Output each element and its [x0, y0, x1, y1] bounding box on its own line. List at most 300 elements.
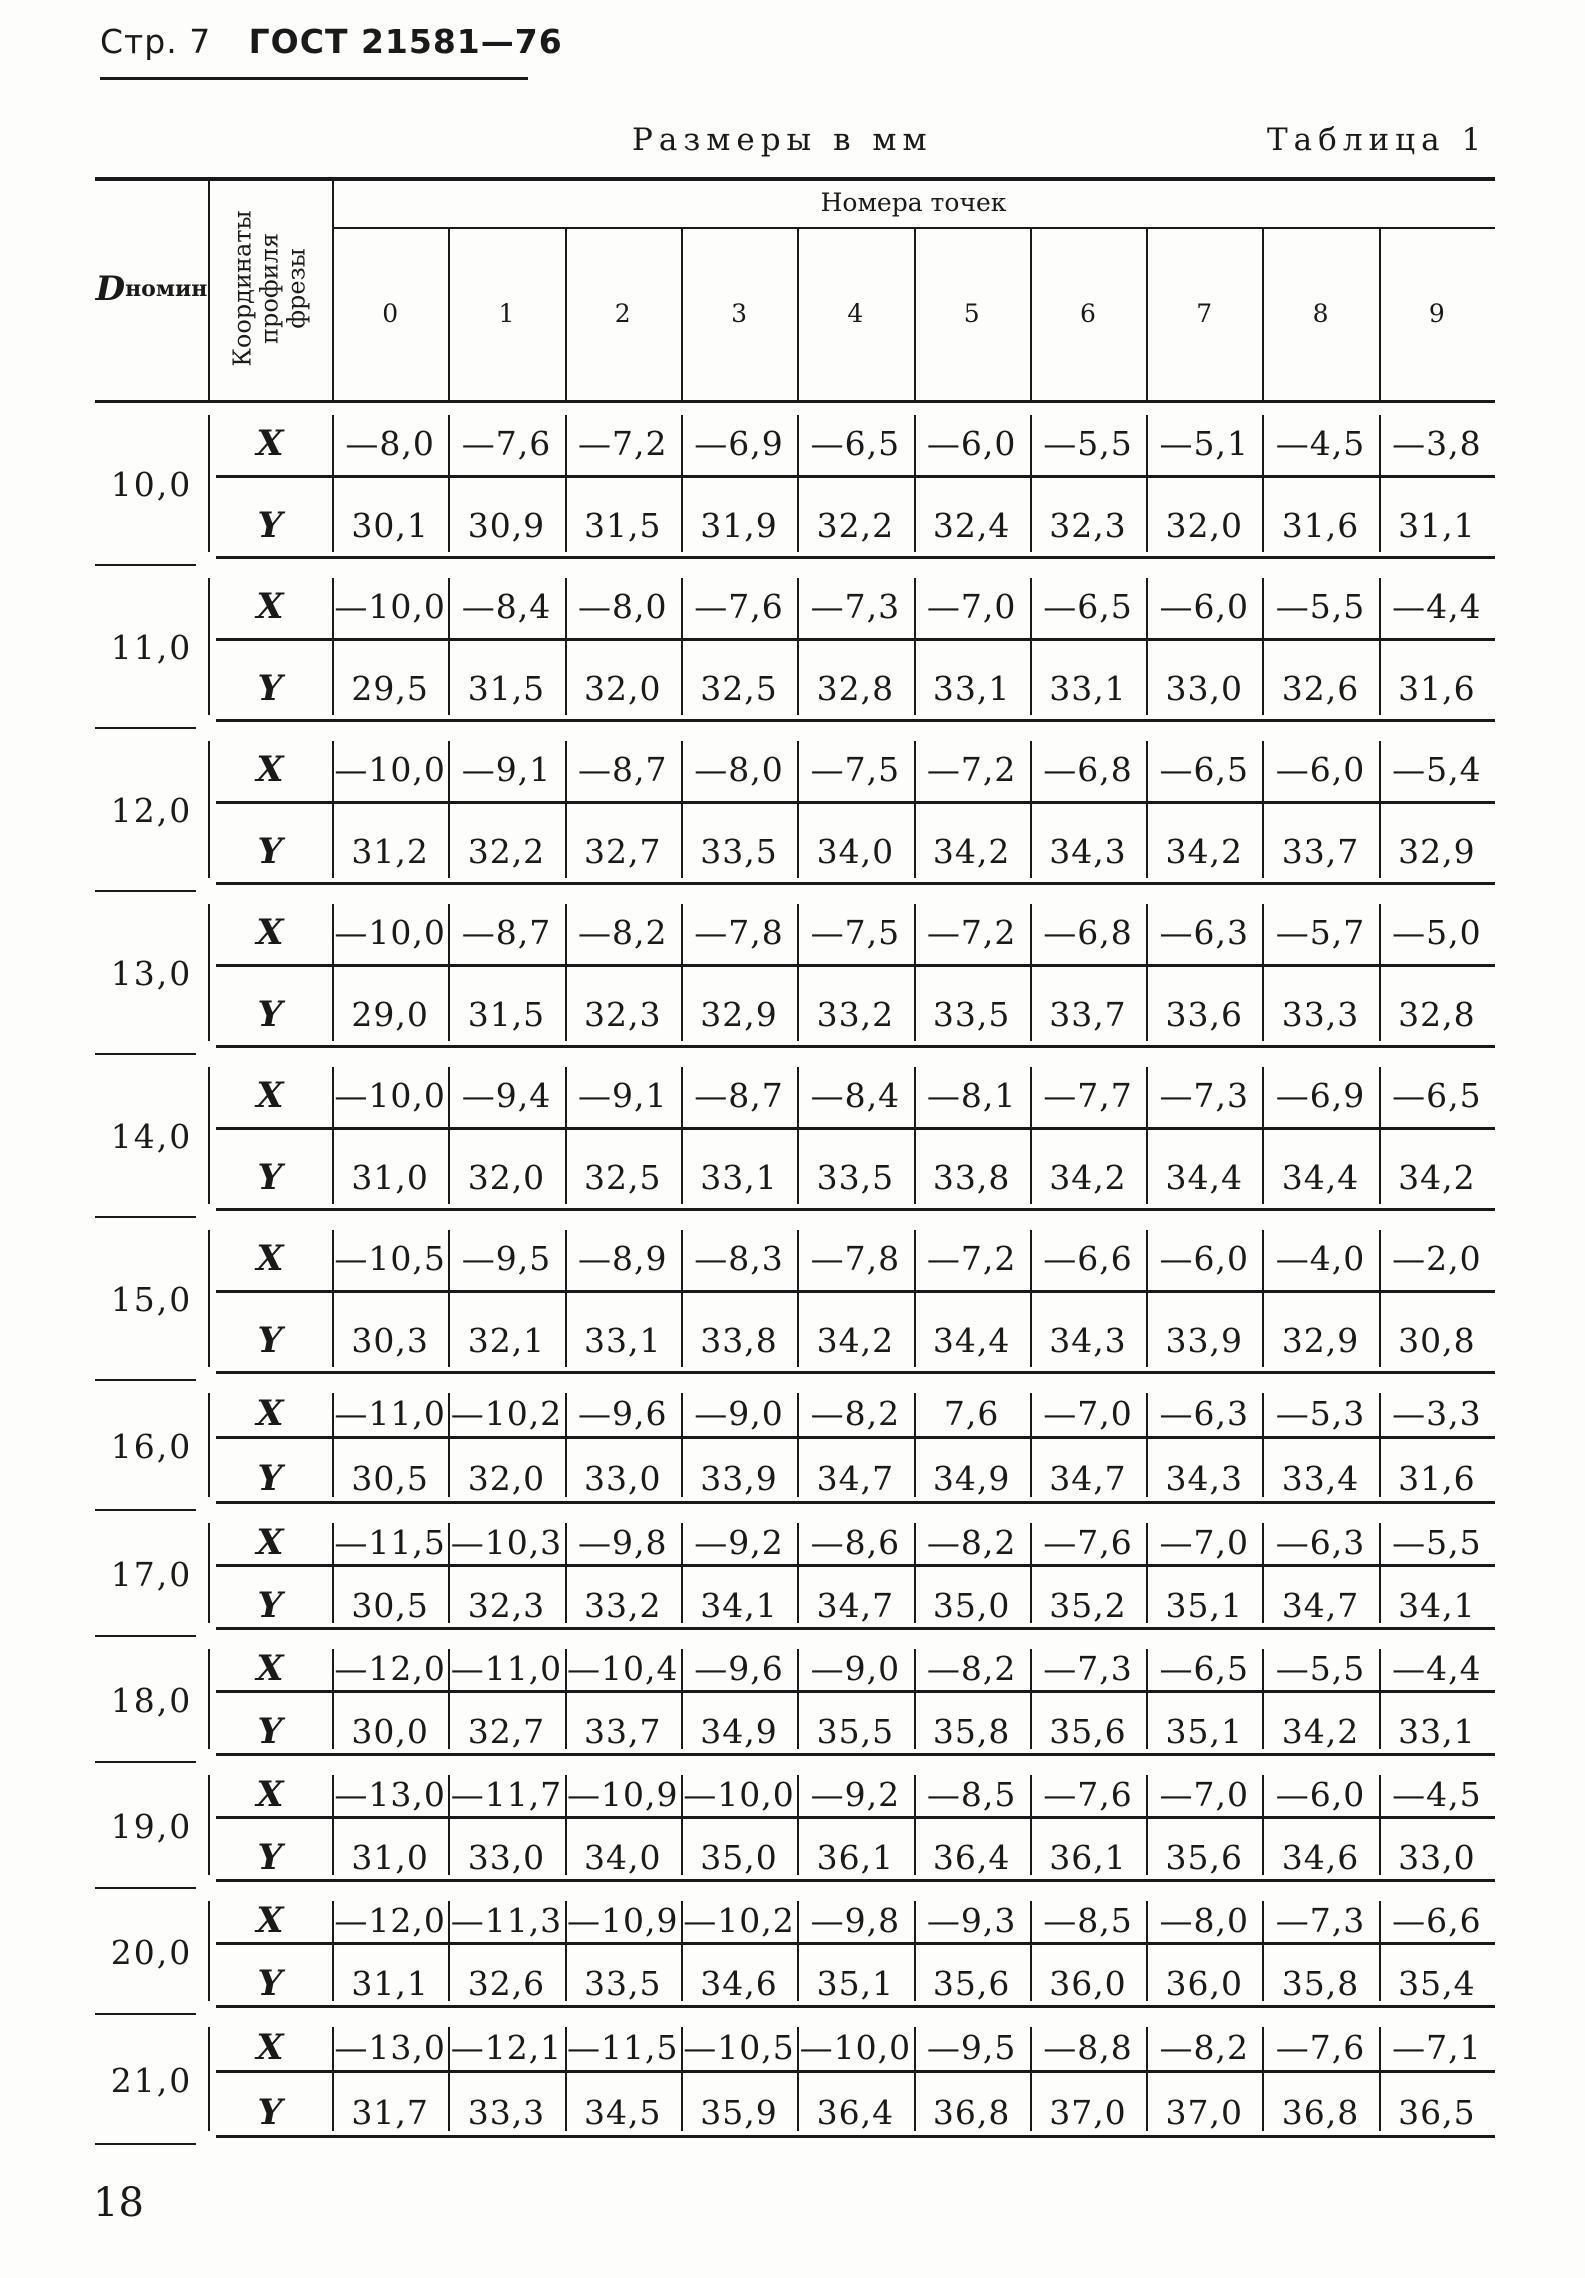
- table-cell: —10,3: [450, 1523, 563, 1562]
- table-cell: —7,0: [1159, 1523, 1249, 1562]
- column-divider: [797, 415, 799, 552]
- table-cell: —9,3: [926, 1901, 1017, 1940]
- column-divider: [1146, 1067, 1148, 1204]
- table-cell: 33,1: [1049, 668, 1127, 708]
- table-cell: 36,4: [932, 1838, 1011, 1877]
- table-cell: 35,9: [700, 2093, 778, 2132]
- table-cell: —8,2: [578, 913, 668, 953]
- column-divider: [1379, 1523, 1381, 1623]
- column-divider: [1146, 741, 1148, 878]
- table-cell: —8,7: [461, 913, 552, 953]
- point-number-header: 2: [614, 299, 631, 328]
- table-cell: —8,7: [694, 1076, 784, 1116]
- table-cell: 32,2: [816, 505, 895, 545]
- table-cell: —7,5: [810, 750, 901, 790]
- table-cell: —4,0: [1275, 1239, 1366, 1279]
- column-divider: [1379, 415, 1381, 552]
- column-divider: [332, 1901, 334, 2001]
- table-cell: 34,9: [700, 1712, 778, 1751]
- table-cell: —12,0: [334, 1901, 446, 1940]
- table-cell: —6,3: [1275, 1523, 1366, 1562]
- column-divider: [681, 1393, 683, 1497]
- table-cell: —8,2: [926, 1523, 1017, 1562]
- table-cell: —10,2: [683, 1901, 795, 1940]
- table-cell: —7,8: [810, 1239, 901, 1279]
- coord-label-y: Y: [257, 1711, 283, 1752]
- point-number-header: 4: [847, 299, 864, 328]
- table-cell: 35,1: [1165, 1712, 1243, 1751]
- column-divider: [797, 1649, 799, 1749]
- row-rule: [216, 719, 1495, 722]
- table-cell: —7,2: [926, 913, 1017, 953]
- column-divider: [448, 1775, 450, 1875]
- column-divider: [448, 578, 450, 715]
- table-cell: —8,2: [926, 1649, 1017, 1688]
- table-cell: 32,0: [467, 1157, 546, 1197]
- table-cell: 31,6: [1281, 505, 1360, 545]
- column-divider: [1262, 741, 1264, 878]
- table-cell: —9,2: [694, 1523, 784, 1562]
- table-cell: —6,5: [1043, 587, 1133, 627]
- table-cell: 32,9: [1398, 831, 1476, 871]
- table-cell: —10,9: [567, 1901, 679, 1940]
- table-cell: —9,0: [694, 1394, 784, 1433]
- table-cell: 33,8: [932, 1157, 1011, 1197]
- column-divider: [332, 177, 334, 400]
- table-cell: —7,6: [1043, 1523, 1133, 1562]
- table-cell: —3,3: [1392, 1394, 1482, 1433]
- table-cell: 35,6: [1049, 1712, 1127, 1751]
- column-divider: [1146, 578, 1148, 715]
- column-divider: [565, 1775, 567, 1875]
- table-cell: 35,1: [816, 1964, 895, 2003]
- coord-label-y: Y: [257, 993, 283, 1035]
- table-cell: —7,5: [810, 913, 901, 953]
- table-cell: 35,8: [1281, 1964, 1360, 2003]
- row-rule: [216, 1564, 1495, 1567]
- column-divider: [208, 1775, 210, 1875]
- column-divider: [1030, 415, 1032, 552]
- table-cell: 34,4: [1281, 1157, 1360, 1197]
- column-divider: [448, 1901, 450, 2001]
- coord-label-x: X: [256, 1075, 284, 1117]
- table-cell: —10,0: [334, 913, 446, 953]
- column-divider: [797, 227, 799, 400]
- table-cell: 7,6: [943, 1394, 1000, 1433]
- column-divider: [1146, 1901, 1148, 2001]
- table-cell: —6,0: [1159, 1239, 1249, 1279]
- column-divider: [681, 227, 683, 400]
- table-cell: 34,5: [584, 2093, 662, 2132]
- table-cell: 34,4: [932, 1320, 1011, 1360]
- point-number-header: 7: [1196, 299, 1213, 328]
- coord-label-x: X: [256, 1522, 284, 1563]
- table-cell: 33,8: [700, 1320, 778, 1360]
- table-cell: —5,3: [1275, 1394, 1366, 1433]
- row-rule: [216, 1627, 1495, 1630]
- table-cell: —9,0: [810, 1649, 901, 1688]
- column-divider: [1262, 1901, 1264, 2001]
- table-cell: 33,7: [1049, 994, 1127, 1034]
- column-divider: [797, 1523, 799, 1623]
- column-divider: [681, 1649, 683, 1749]
- table-cell: 32,5: [584, 1157, 662, 1197]
- table-cell: —10,4: [567, 1649, 679, 1688]
- column-divider: [565, 741, 567, 878]
- column-divider: [208, 1523, 210, 1623]
- column-divider: [332, 741, 334, 878]
- row-rule: [216, 1942, 1495, 1945]
- table-cell: —6,9: [1275, 1076, 1366, 1116]
- column-divider: [1146, 1523, 1148, 1623]
- table-cell: —9,6: [578, 1394, 668, 1433]
- table-cell: 33,2: [584, 1586, 662, 1625]
- column-divider: [1146, 1775, 1148, 1875]
- table-cell: 32,2: [467, 831, 546, 871]
- coord-label-y: Y: [257, 1963, 283, 2004]
- table-cell: 33,4: [1281, 1459, 1360, 1498]
- table-cell: —11,3: [450, 1901, 563, 1940]
- table-cell: —6,5: [1159, 1649, 1249, 1688]
- table-cell: 35,4: [1398, 1964, 1476, 2003]
- column-divider: [1030, 578, 1032, 715]
- table-cell: 34,1: [700, 1586, 778, 1625]
- table-cell: 34,7: [816, 1459, 895, 1498]
- column-divider: [448, 1649, 450, 1749]
- table-cell: —11,7: [450, 1775, 563, 1814]
- column-divider: [914, 904, 916, 1041]
- column-divider: [1030, 1230, 1032, 1367]
- column-divider: [332, 1649, 334, 1749]
- table-cell: 35,1: [1165, 1586, 1243, 1625]
- table-cell: —13,0: [334, 2028, 446, 2067]
- column-divider: [208, 2027, 210, 2131]
- table-cell: —8,2: [810, 1394, 901, 1433]
- column-divider: [1146, 1393, 1148, 1497]
- coord-label-y: Y: [257, 1837, 283, 1878]
- table-cell: —7,6: [1043, 1775, 1133, 1814]
- column-divider: [681, 741, 683, 878]
- column-divider: [565, 578, 567, 715]
- table-cell: —8,4: [461, 587, 552, 627]
- table-cell: 34,0: [584, 1838, 662, 1877]
- table-cell: 34,2: [1398, 1157, 1476, 1197]
- row-rule: [216, 475, 1495, 478]
- row-rule: [216, 964, 1495, 967]
- coord-label-x: X: [256, 912, 284, 954]
- table-cell: —7,7: [1043, 1076, 1133, 1116]
- table-cell: 30,9: [467, 505, 546, 545]
- table-cell: 32,1: [467, 1320, 546, 1360]
- table-cell: —8,0: [345, 424, 435, 464]
- column-divider: [1379, 1901, 1381, 2001]
- column-divider: [914, 1649, 916, 1749]
- table-cell: —9,8: [810, 1901, 901, 1940]
- table-cell: 34,7: [1049, 1459, 1127, 1498]
- column-divider: [1379, 904, 1381, 1041]
- table-cell: 30,0: [351, 1712, 429, 1751]
- table-cell: —8,0: [694, 750, 784, 790]
- column-divider: [914, 1523, 916, 1623]
- table-cell: 34,2: [932, 831, 1011, 871]
- header-d-nominal: [95, 177, 208, 400]
- table-cell: 30,1: [351, 505, 429, 545]
- table-cell: —12,1: [450, 2028, 563, 2067]
- table-cell: 33,1: [584, 1320, 662, 1360]
- point-number-header: 5: [963, 299, 980, 328]
- column-divider: [1379, 227, 1381, 400]
- table-cell: 33,5: [700, 831, 778, 871]
- column-divider: [1262, 1230, 1264, 1367]
- column-divider: [1030, 904, 1032, 1041]
- column-divider: [914, 1067, 916, 1204]
- row-rule: [216, 882, 1495, 885]
- table-cell: 36,0: [1049, 1964, 1127, 2003]
- table-cell: 31,1: [1398, 505, 1476, 545]
- column-divider: [797, 1393, 799, 1497]
- column-divider: [681, 1523, 683, 1623]
- table-cell: 31,5: [584, 505, 662, 545]
- column-divider: [208, 415, 210, 552]
- column-divider: [681, 415, 683, 552]
- table-cell: 34,4: [1165, 1157, 1243, 1197]
- table-cell: —10,0: [683, 1775, 795, 1814]
- table-cell: 32,8: [816, 668, 895, 708]
- table-cell: —10,0: [334, 1076, 446, 1116]
- header-page-label: Стр. 7: [100, 22, 212, 61]
- column-divider: [208, 741, 210, 878]
- table-cell: 35,6: [932, 1964, 1011, 2003]
- row-rule: [216, 1816, 1495, 1819]
- column-divider: [797, 1230, 799, 1367]
- coord-label-y: Y: [257, 667, 283, 709]
- table-cell: —5,5: [1275, 1649, 1366, 1688]
- table-cell: 34,0: [816, 831, 895, 871]
- table-cell: 32,0: [584, 668, 662, 708]
- table-cell: —5,0: [1392, 913, 1482, 953]
- caption-units: Размеры в мм: [632, 122, 933, 158]
- table-cell: 29,0: [351, 994, 429, 1034]
- coord-label-x: X: [256, 1774, 284, 1815]
- table-cell: —9,6: [694, 1649, 784, 1688]
- table-cell: —7,3: [1275, 1901, 1366, 1940]
- table-cell: 36,0: [1165, 1964, 1243, 2003]
- coord-label-y: Y: [257, 1156, 283, 1198]
- coord-label-x: X: [256, 1900, 284, 1941]
- table-cell: —7,2: [578, 424, 668, 464]
- column-divider: [448, 904, 450, 1041]
- column-divider: [914, 1230, 916, 1367]
- table-cell: 35,6: [1165, 1838, 1243, 1877]
- column-divider: [208, 1649, 210, 1749]
- column-divider: [681, 1901, 683, 2001]
- column-divider: [448, 1523, 450, 1623]
- table-cell: 33,2: [816, 994, 895, 1034]
- column-divider: [332, 1393, 334, 1497]
- table-cell: 34,2: [1049, 1157, 1127, 1197]
- table-cell: 34,2: [1281, 1712, 1360, 1751]
- coord-label-x: X: [256, 2027, 284, 2068]
- table-cell: —8,0: [1159, 1901, 1249, 1940]
- table-cell: —11,5: [334, 1523, 446, 1562]
- table-cell: —4,5: [1275, 424, 1366, 464]
- table-cell: 35,8: [932, 1712, 1011, 1751]
- column-divider: [1030, 1649, 1032, 1749]
- column-divider: [914, 2027, 916, 2131]
- column-divider: [914, 578, 916, 715]
- header-coordinates-text: Координаты профиля фрезы: [228, 210, 311, 367]
- table-cell: —4,4: [1392, 587, 1482, 627]
- column-divider: [565, 415, 567, 552]
- coord-label-y: Y: [257, 2092, 283, 2133]
- column-divider: [1379, 578, 1381, 715]
- table-cell: —10,9: [567, 1775, 679, 1814]
- column-divider: [681, 2027, 683, 2131]
- table-cell: —7,2: [926, 750, 1017, 790]
- table-cell: —8,0: [578, 587, 668, 627]
- header-point-numbers: Номера точек: [820, 187, 1007, 217]
- column-divider: [565, 227, 567, 400]
- column-divider: [681, 578, 683, 715]
- column-divider: [797, 741, 799, 878]
- table-cell: 36,1: [1049, 1838, 1127, 1877]
- coord-label-y: Y: [257, 504, 283, 546]
- table-cell: —9,2: [810, 1775, 901, 1814]
- table-cell: —5,4: [1392, 750, 1482, 790]
- table-cell: 33,9: [1165, 1320, 1243, 1360]
- column-divider: [208, 1067, 210, 1204]
- table-cell: 36,8: [932, 2093, 1011, 2132]
- coord-label-y: Y: [257, 1458, 283, 1499]
- d-nominal-value: 19,0: [110, 1806, 193, 1846]
- row-rule: [216, 1371, 1495, 1374]
- column-divider: [565, 904, 567, 1041]
- table-cell: —6,0: [1275, 1775, 1366, 1814]
- table-cell: 34,2: [816, 1320, 895, 1360]
- table-cell: —8,9: [578, 1239, 668, 1279]
- coord-label-x: X: [256, 1238, 284, 1280]
- table-cell: 32,9: [700, 994, 778, 1034]
- table-cell: 34,3: [1165, 1459, 1243, 1498]
- point-number-header: 0: [382, 299, 399, 328]
- table-cell: 34,6: [1281, 1838, 1360, 1877]
- column-divider: [1030, 2027, 1032, 2131]
- table-cell: —8,3: [694, 1239, 784, 1279]
- column-divider: [448, 1230, 450, 1367]
- column-divider: [1262, 2027, 1264, 2131]
- coord-label-x: X: [256, 1648, 284, 1689]
- page-header: [100, 22, 563, 80]
- column-divider: [1030, 1523, 1032, 1623]
- column-divider: [565, 1230, 567, 1367]
- table-cell: 31,0: [351, 1157, 429, 1197]
- table-cell: 32,5: [700, 668, 778, 708]
- d-nominal-value: 14,0: [110, 1117, 193, 1156]
- table-cell: 34,7: [816, 1586, 895, 1625]
- column-divider: [797, 578, 799, 715]
- table-cell: 33,5: [816, 1157, 895, 1197]
- table-cell: 31,0: [351, 1838, 429, 1877]
- column-divider: [1146, 904, 1148, 1041]
- table-cell: —8,5: [1043, 1901, 1133, 1940]
- column-divider: [332, 2027, 334, 2131]
- row-rule: [216, 1127, 1495, 1130]
- row-rule: [216, 1753, 1495, 1756]
- table-cell: 32,3: [584, 994, 662, 1034]
- table-cell: 32,0: [467, 1459, 546, 1498]
- column-divider: [914, 227, 916, 400]
- column-divider: [1146, 227, 1148, 400]
- coord-label-x: X: [256, 586, 284, 628]
- column-divider: [332, 904, 334, 1041]
- table-cell: 31,5: [467, 994, 546, 1034]
- row-rule: [216, 1045, 1495, 1048]
- table-cell: —6,3: [1159, 913, 1249, 953]
- d-nominal-value: 21,0: [110, 2060, 193, 2100]
- table-cell: 32,3: [1049, 505, 1127, 545]
- coord-label-x: X: [256, 749, 284, 791]
- table-cell: —7,6: [694, 587, 784, 627]
- table-cell: —10,5: [334, 1239, 446, 1279]
- table-cell: —7,0: [1043, 1394, 1133, 1433]
- row-rule: [216, 556, 1495, 559]
- page-number: 18: [93, 2180, 144, 2226]
- table-cell: 31,1: [351, 1964, 429, 2003]
- table-cell: 32,6: [467, 1964, 546, 2003]
- table-cell: —6,9: [694, 424, 784, 464]
- coord-label-y: Y: [257, 830, 283, 872]
- table-cell: —5,5: [1043, 424, 1133, 464]
- column-divider: [448, 1393, 450, 1497]
- column-divider: [1030, 227, 1032, 400]
- column-divider: [208, 1230, 210, 1367]
- d-nominal-value: 20,0: [110, 1932, 193, 1972]
- table-cell: —6,5: [810, 424, 901, 464]
- table-cell: 34,3: [1049, 1320, 1127, 1360]
- table-cell: 31,5: [467, 668, 546, 708]
- table-cell: 32,4: [932, 505, 1011, 545]
- table-cell: 30,3: [351, 1320, 429, 1360]
- column-divider: [1262, 904, 1264, 1041]
- row-rule: [216, 1690, 1495, 1693]
- row-rule: [216, 638, 1495, 641]
- point-number-header: 9: [1428, 299, 1445, 328]
- table-cell: —6,0: [1159, 587, 1249, 627]
- d-nominal-value: 11,0: [110, 628, 193, 667]
- column-divider: [1030, 741, 1032, 878]
- table-cell: 36,8: [1281, 2093, 1360, 2132]
- table-cell: —7,3: [810, 587, 901, 627]
- table-cell: 35,2: [1049, 1586, 1127, 1625]
- table-cell: 33,7: [584, 1712, 662, 1751]
- table-cell: 34,9: [932, 1459, 1011, 1498]
- d-subscript: номин: [125, 275, 208, 302]
- d-nominal-value: 13,0: [110, 954, 193, 993]
- table-cell: 29,5: [351, 668, 429, 708]
- column-divider: [448, 415, 450, 552]
- column-divider: [332, 1523, 334, 1623]
- column-divider: [565, 1649, 567, 1749]
- column-divider: [448, 741, 450, 878]
- column-divider: [914, 415, 916, 552]
- table-cell: 36,4: [816, 2093, 895, 2132]
- table-cell: —11,0: [334, 1394, 446, 1433]
- coord-label-x: X: [256, 1393, 284, 1434]
- column-divider: [565, 1523, 567, 1623]
- table-cell: —9,1: [461, 750, 552, 790]
- row-rule: [216, 1501, 1495, 1504]
- table-cell: —7,3: [1043, 1649, 1133, 1688]
